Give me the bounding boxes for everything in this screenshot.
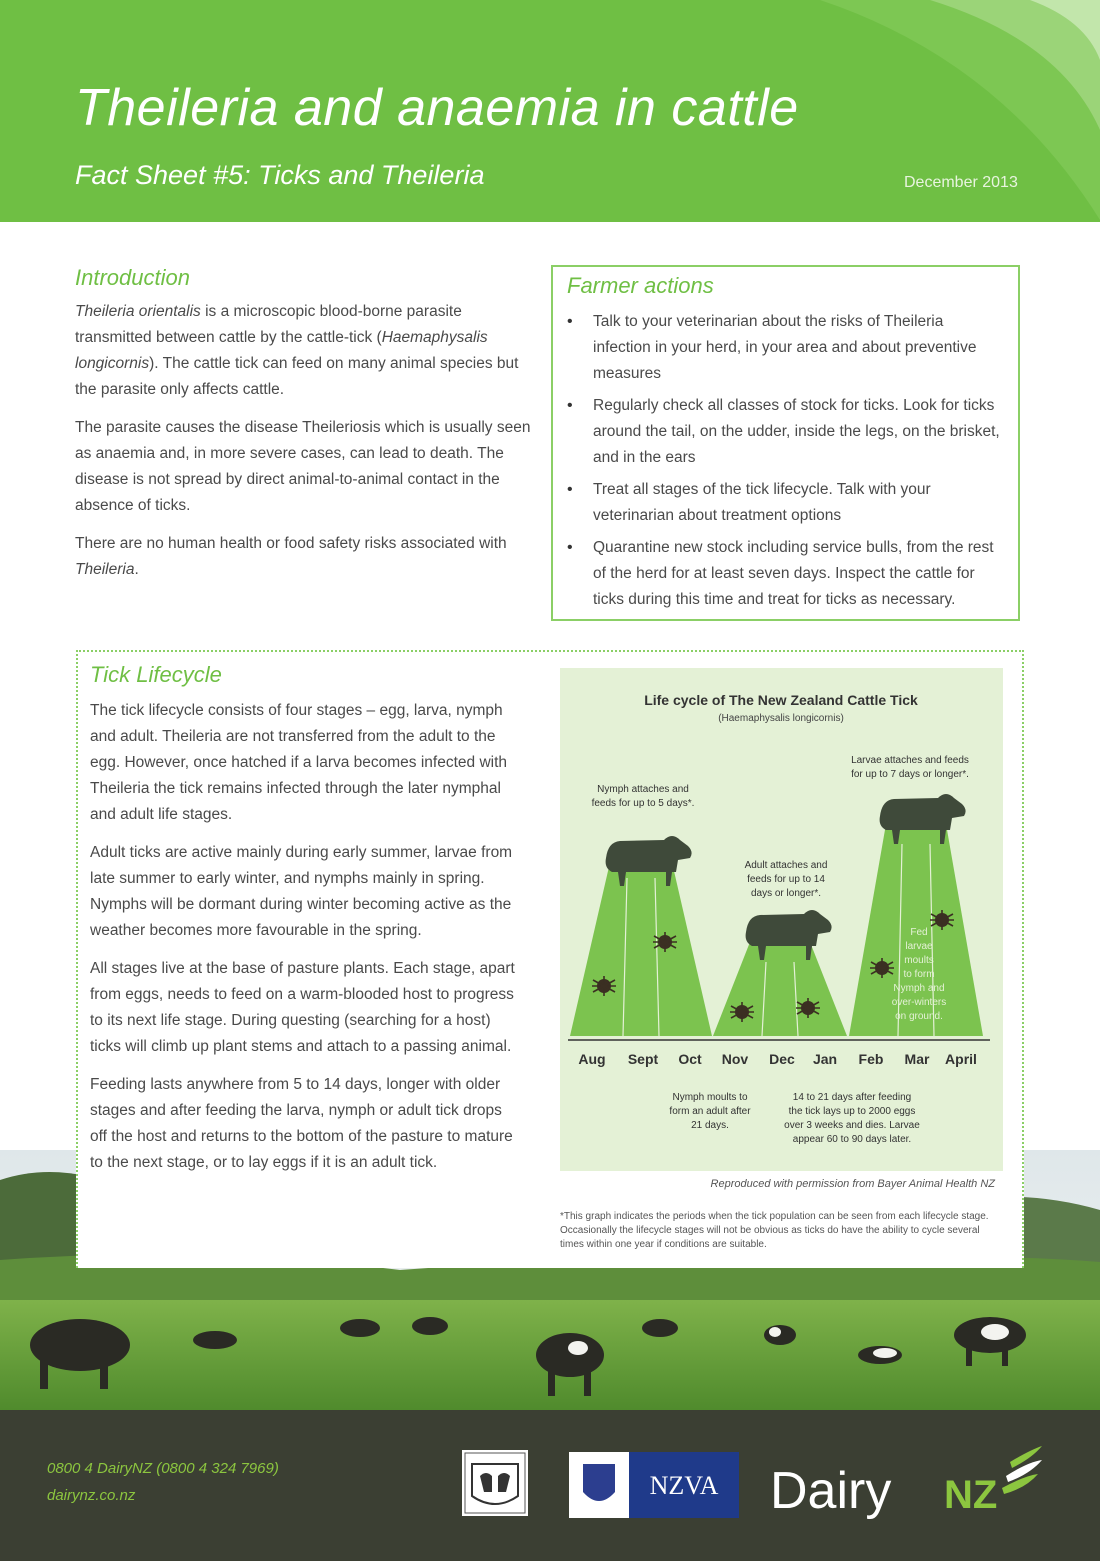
annotation-moult: 21 days. [691, 1120, 729, 1131]
annotation-fed-larvae: to form [903, 969, 935, 980]
annotation-fed-larvae: Nymph and [893, 983, 945, 994]
footer-phone[interactable]: 0800 4 DairyNZ (0800 4 324 7969) [47, 1460, 279, 1477]
intro-text: ). The cattle tick can feed on many animal species but the parasite only affects cattle. [75, 355, 519, 398]
lifecycle-paragraph-4: Feeding lasts anywhere from 5 to 14 days, longer with older stages and after feeding the larva, nymph or adult tick drops off the host and returns to the bottom of the pasture to mature to the next stage, or to lay eggs if it is an adult tick. [90, 1076, 513, 1171]
nzva-logo [569, 1452, 739, 1518]
tick-lifecycle-chart [560, 668, 1003, 1171]
chart-subtitle: (Haemaphysalis longicornis) [718, 713, 844, 724]
list-item: • Treat all stages of the tick lifecycle. Talk with your veterinarian about treatment options [567, 477, 1004, 529]
month-label-oct: Oct [678, 1051, 702, 1067]
annotation-fed-larvae: on ground. [895, 1011, 943, 1022]
annotation-larvae: Larvae attaches and feeds [851, 755, 969, 766]
month-label-aug: Aug [578, 1051, 606, 1067]
pyramid-adult [713, 942, 847, 1036]
chart-canvas [560, 668, 1003, 1171]
page-subtitle: Fact Sheet #5: Ticks and Theileria [75, 160, 485, 190]
farmer-actions-heading: Farmer actions [567, 273, 714, 298]
list-item: • Regularly check all classes of stock for ticks. Look for ticks around the tail, on the udder, inside the legs, on the brisket, and in the ears [567, 393, 1004, 471]
month-label-dec: Dec [769, 1051, 795, 1067]
lifecycle-paragraph-3: All stages live at the base of pasture plants. Each stage, apart from eggs, needs to feed on a warm-blooded host to progress to its next life stage. During questing (searching for a host) ticks will climb up plant stems and attach to a passing animal. [90, 960, 515, 1055]
annotation-fed-larvae: over-winters [891, 997, 947, 1008]
pyramid-nymph [570, 858, 712, 1036]
annotation-eggs: the tick lays up to 2000 eggs [788, 1106, 916, 1117]
introduction-paragraph-1 [75, 299, 535, 403]
chart-credit: Reproduced with permission from Bayer Animal Health NZ [710, 1178, 995, 1190]
dairy-cattle-logo [462, 1450, 528, 1516]
page-title: Theileria and anaemia in cattle [75, 79, 799, 137]
month-label-sept: Sept [627, 1051, 659, 1067]
month-label-feb: Feb [858, 1051, 884, 1067]
farmer-actions-box [551, 265, 1020, 621]
dairynz-logo-text-nz: NZ [944, 1473, 998, 1517]
dairy-cattle-logo-art [462, 1450, 528, 1516]
lifecycle-paragraph-2: Adult ticks are active mainly during early summer, larvae from late summer to early winter, and nymphs mainly in spring. Nymphs will be dormant during winter becoming active as the weather becomes more favourable in the spring. [90, 844, 513, 939]
list-item: • Quarantine new stock including service bulls, from the rest of the herd for at least seven days. Inspect the cattle for ticks during this time and treat for ticks as necessary. [567, 535, 1004, 613]
nzva-logo-text: NZVA [649, 1471, 719, 1500]
annotation-moult: Nymph moults to [672, 1092, 748, 1103]
introduction-section [75, 265, 535, 595]
intro-text: . [134, 561, 139, 578]
tick-lifecycle-heading: Tick Lifecycle [90, 662, 222, 687]
annotation-adult: Adult attaches and [744, 860, 828, 871]
list-item: • Talk to your veterinarian about the risks of Theileria infection in your herd, in your area and about preventive measures [567, 309, 1004, 387]
farmer-actions-list [567, 309, 1004, 613]
annotation-moult: form an adult after [669, 1106, 751, 1117]
annotation-nymph: feeds for up to 5 days*. [591, 798, 695, 809]
chart-footnote: *This graph indicates the periods when the tick population can be seen from each lifecycle stage. Occasionally the lifecycle stages will not be obvious as ticks do have the ability to cycle several times within one year if conditions are suitable. [560, 1211, 989, 1250]
introduction-heading: Introduction [75, 265, 190, 290]
footer-website-link[interactable]: dairynz.co.nz [47, 1487, 136, 1504]
dairynz-logo [770, 1440, 1060, 1530]
month-label-april: April [945, 1051, 977, 1067]
nzva-logo-art [569, 1452, 739, 1518]
month-labels [578, 1051, 977, 1067]
dairynz-logo-art [770, 1440, 1060, 1530]
annotation-fed-larvae: moults [904, 955, 934, 966]
annotation-adult: feeds for up to 14 [747, 874, 825, 885]
annotation-larvae: for up to 7 days or longer*. [851, 769, 969, 780]
tick-species-name: Haemaphysalis longicornis [75, 329, 488, 372]
annotation-eggs: over 3 weeks and dies. Larvae [784, 1120, 920, 1131]
annotation-adult: days or longer*. [750, 888, 822, 899]
introduction-paragraph-3 [75, 531, 535, 583]
publication-date: December 2013 [904, 174, 1018, 191]
month-label-mar: Mar [904, 1051, 930, 1067]
month-label-jan: Jan [812, 1051, 838, 1067]
intro-text: There are no human health or food safety risks associated with [75, 535, 507, 552]
tick-lifecycle-section [90, 662, 522, 1188]
dairynz-logo-text: Dairy [770, 1462, 892, 1520]
annotation-fed-larvae: larvae [905, 941, 933, 952]
species-name: Theileria [75, 561, 135, 578]
intro-text: is a microscopic blood-borne parasite transmitted between cattle by the cattle-tick ( [75, 303, 462, 346]
annotation-eggs: appear 60 to 90 days later. [792, 1134, 912, 1145]
annotation-nymph: Nymph attaches and [597, 784, 689, 795]
chart-title: Life cycle of The New Zealand Cattle Tick [644, 692, 918, 708]
month-label-nov: Nov [721, 1051, 749, 1067]
annotation-eggs: 14 to 21 days after feeding [792, 1092, 912, 1103]
annotation-fed-larvae: Fed [910, 927, 928, 938]
introduction-paragraph-2: The parasite causes the disease Theileriosis which is usually seen as anaemia and, in more severe cases, can lead to death. The disease is not spread by direct animal-to-animal contact in the absence of ticks. [75, 419, 531, 514]
species-name: Theileria orientalis [75, 303, 201, 320]
lifecycle-paragraph-1: The tick lifecycle consists of four stages – egg, larva, nymph and adult. Theileria are not transferred from the adult to the egg. However, once hatched if a larva becomes infected with Theileria the tick remains infected through the later nymphal and adult life stages. [90, 702, 508, 823]
